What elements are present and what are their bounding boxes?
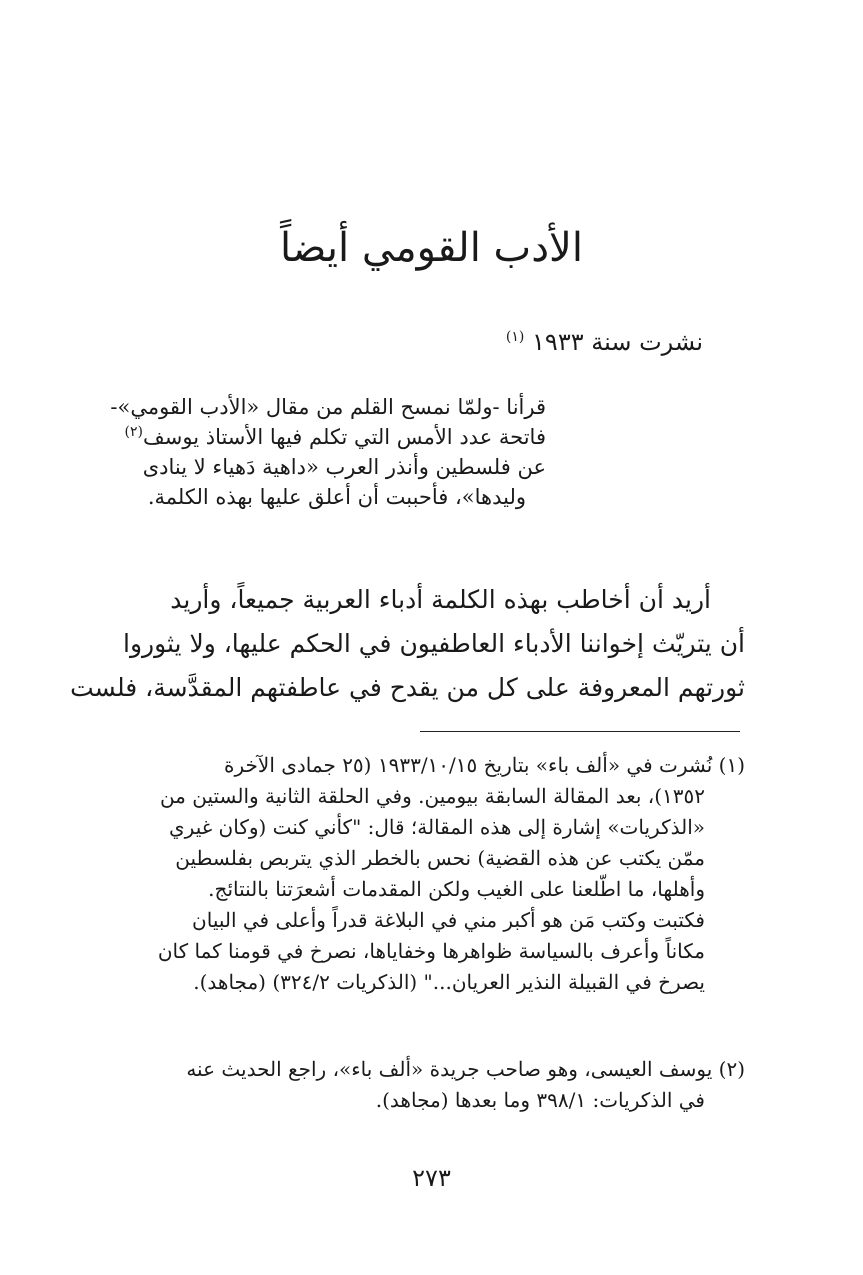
intro-line: وليدها»، فأحببت أن أعلق عليها بهذه الكلمة.: [147, 485, 526, 509]
body-line: ثورتهم المعروفة على كل من يقدح في عاطفتهم المقدَّسة، فلست: [70, 673, 745, 702]
footnote-line: ١٣٥٢)، بعد المقالة السابقة بيومين. وفي الحلقة الثانية والستين من: [159, 784, 705, 808]
footnote-separator: [420, 731, 740, 732]
publication-note-text: نشرت سنة ١٩٣٣: [532, 328, 703, 356]
intro-line: [124, 422, 546, 452]
footnote-2: [105, 1054, 745, 1116]
intro-paragraph: [110, 392, 546, 512]
body-line: أريد أن أخاطب بهذه الكلمة أدباء العربية جميعاً، وأريد: [170, 585, 711, 614]
body-paragraph: [70, 578, 745, 710]
chapter-title: الأدب القومي أيضاً: [280, 225, 583, 271]
body-line: أن يتريّث إخواننا الأدباء العاطفيون في الحكم عليها، ولا يثوروا: [123, 629, 745, 658]
footnote-line: في الذكريات: ٣٩٨/١ وما بعدها (مجاهد).: [375, 1088, 705, 1112]
footnote-line: ممّن يكتب عن هذه القضية) نحس بالخطر الذي يتربص بفلسطين: [175, 846, 705, 870]
intro-line: عن فلسطين وأنذر العرب «داهية دَهياء لا ينادى: [142, 455, 546, 479]
publication-note: [506, 322, 703, 362]
footnote-line: (١) نُشرت في «ألف باء» بتاريخ ١٩٣٣/١٠/١٥ (٢٥ جمادى الآخرة: [224, 753, 745, 777]
footnote-ref-1[interactable]: (١): [505, 329, 525, 345]
footnote-line: فكتبت وكتب مَن هو أكبر مني في البلاغة قدراً وأعلى في البيان: [192, 908, 705, 932]
footnote-line: (٢) يوسف العيسى، وهو صاحب جريدة «ألف باء»، راجع الحديث عنه: [186, 1057, 745, 1081]
intro-line: قرأنا -ولمّا نمسح القلم من مقال «الأدب القومي»-: [110, 395, 546, 419]
page-number: ٢٧٣: [412, 1164, 451, 1192]
footnote-1: [105, 750, 745, 998]
footnote-line: يصرخ في القبيلة النذير العريان..." (الذكريات ٣٢٤/٢) (مجاهد).: [193, 970, 705, 994]
footnote-line: مكاناً وأعرف بالسياسة ظواهرها وخفاياها، نصرخ في قومنا كما كان: [157, 939, 705, 963]
footnote-ref-2[interactable]: (٢): [124, 424, 144, 440]
footnote-line: «الذكريات» إشارة إلى هذه المقالة؛ قال: "كأني كنت (وكان غيري: [169, 815, 705, 839]
intro-line-text: فاتحة عدد الأمس التي تكلم فيها الأستاذ يوسف: [143, 425, 546, 449]
footnote-line: وأهلها، ما اطّلعنا على الغيب ولكن المقدمات أشعرَتنا بالنتائج.: [208, 877, 705, 901]
